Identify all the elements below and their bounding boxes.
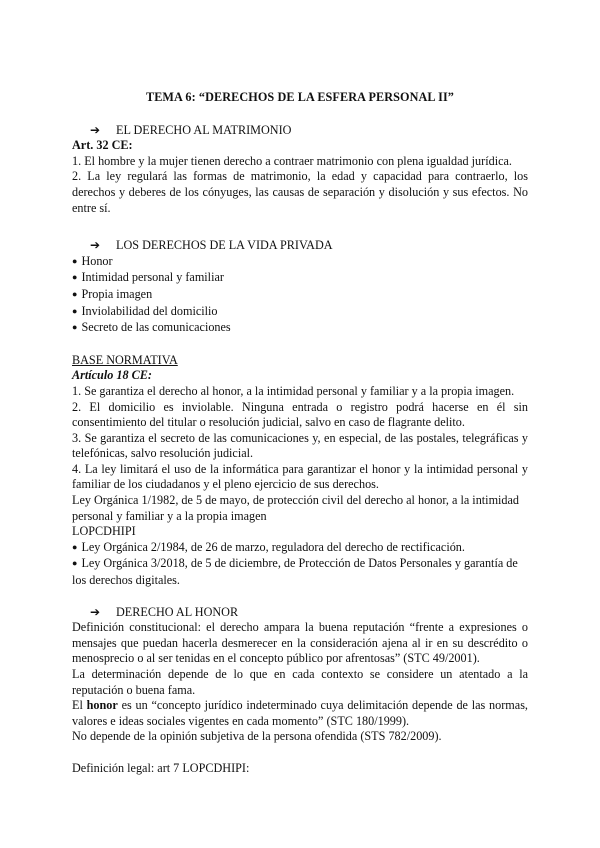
section-heading-label: EL DERECHO AL MATRIMONIO (116, 122, 292, 137)
list-item: ● Honor (72, 254, 528, 271)
section-heading-label: DERECHO AL HONOR (116, 604, 239, 619)
paragraph: Definición constitucional: el derecho ampara la buena reputación “frente a expresiones o mensajes que puedan hacerla desmerecer en la consideración ajena al ir en su descrédito o menosprecio o al ser tenidas en el concepto público por afrentosas” (STC 49/2001). (72, 620, 528, 666)
laws-list (72, 540, 528, 589)
paragraph: La determinación depende de lo que en cada contexto se considere un atentado a la reputación o buena fama. (72, 667, 528, 697)
paragraph: 4. La ley limitará el uso de la informática para garantizar el honor y la intimidad personal y familiar de los ciudadanos y el pleno ejercicio de sus derechos. (72, 461, 528, 492)
paragraph: No depende de la opinión subjetiva de la persona ofendida (STS 782/2009). (72, 729, 442, 744)
arrow-right-icon: ➔ (90, 238, 101, 253)
paragraph: 3. Se garantiza el secreto de las comunicaciones y, en especial, de las postales, telegráficas y telefónicas, salvo resolución judicial. (72, 430, 528, 461)
paragraph: 1. Se garantiza el derecho al honor, a la intimidad personal y familiar y a la propia imagen. (72, 383, 515, 398)
list-item: ● Intimidad personal y familiar (72, 270, 528, 287)
section-heading-vida-privada (90, 238, 528, 254)
acronym-label: LOPCDHIPI (72, 524, 136, 539)
article-title: Art. 32 CE: (72, 138, 133, 153)
section-heading-label: LOS DERECHOS DE LA VIDA PRIVADA (116, 238, 333, 253)
list-item: ● Propia imagen (72, 287, 528, 304)
page-title: TEMA 6: “DERECHOS DE LA ESFERA PERSONAL II” (145, 90, 455, 104)
arrow-right-icon: ➔ (90, 604, 101, 619)
list-item: ● Ley Orgánica 3/2018, de 5 de diciembre, de Protección de Datos Personales y garantía de los derechos digitales. (72, 556, 528, 588)
list-item: ● Ley Orgánica 2/1984, de 26 de marzo, reguladora del derecho de rectificación. (72, 540, 528, 557)
paragraph: 1. El hombre y la mujer tienen derecho a contraer matrimonio con plena igualdad jurídica. (72, 153, 512, 168)
list-item: ● Inviolabilidad del domicilio (72, 304, 528, 321)
paragraph: 2. La ley regulará las formas de matrimonio, la edad y capacidad para contraerlo, los derechos y deberes de los cónyuges, las causas de separación y disolución y sus efectos. No entre sí. (72, 169, 528, 215)
paragraph: Definición legal: art 7 LOPCDHIPI: (72, 760, 250, 775)
arrow-right-icon: ➔ (90, 122, 101, 137)
section-heading-matrimonio (90, 123, 528, 139)
paragraph: Ley Orgánica 1/1982, de 5 de mayo, de protección civil del derecho al honor, a la intimidad personal y familiar y a la propia imagen (72, 493, 520, 523)
article-title: Artículo 18 CE: (72, 368, 152, 383)
base-normativa-heading: BASE NORMATIVA (72, 352, 178, 367)
list-item: ● Secreto de las comunicaciones (72, 320, 528, 337)
bold-term: honor (86, 698, 118, 713)
paragraph: 2. El domicilio es inviolable. Ninguna entrada o registro podrá hacerse en él sin consentimiento del titular o resolución judicial, salvo en caso de flagrante delito. (72, 399, 528, 430)
section-heading-honor (90, 605, 528, 621)
rights-list (72, 254, 528, 337)
paragraph: El honor es un “concepto jurídico indeterminado cuya delimitación depende de las normas, valores e ideas sociales vigentes en cada momento” (STC 180/1999). (72, 698, 528, 728)
